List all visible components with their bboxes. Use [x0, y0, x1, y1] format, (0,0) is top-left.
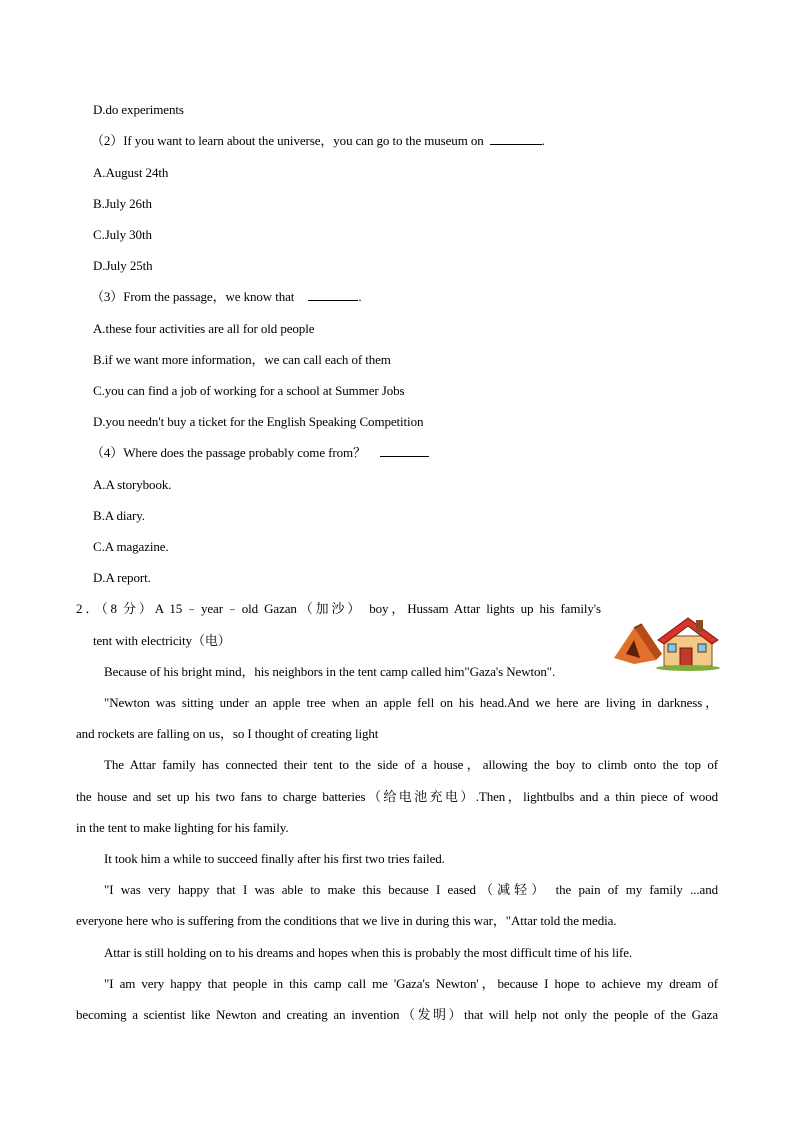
- tent-and-house-illustration: [612, 614, 720, 672]
- answer-blank: [308, 289, 358, 301]
- q2-para-7-line-1: "I am very happy that people in this camp call me 'Gaza's Newton'，because I hope to achieve my dream of: [104, 976, 718, 991]
- q2-para-4-line-1: It took him a while to succeed finally after his first two tries failed.: [104, 851, 445, 866]
- q1-sub4-option-a: A.A storybook.: [93, 477, 172, 492]
- q2-para-2-line-1: "Newton was sitting under an apple tree when an apple fell on his head.And we here are living in darkness，: [104, 695, 718, 710]
- q2-para-1-line-1: Because of his bright mind，his neighbors in the tent camp called him"Gaza's Newton".: [104, 664, 556, 679]
- answer-blank: [490, 133, 542, 145]
- q1-sub3-stem: [91, 288, 361, 306]
- q2-para-5-line-1: "I was very happy that I was able to make this because I eased（减轻） the pain of my family ...and: [104, 882, 718, 897]
- q1-sub3-stem-end: .: [358, 289, 362, 304]
- answer-blank: [380, 445, 429, 457]
- q2-para-6-line-1: Attar is still holding on to his dreams and hopes when this is probably the most difficult time of his life.: [104, 945, 633, 960]
- q1-sub2-option-c: C.July 30th: [93, 227, 152, 242]
- q2-para-3-line-2: the house and set up his two fans to charge batteries（给电池充电）.Then，lightbulbs and a thin piece of wood: [76, 789, 718, 804]
- q2-para-5-line-2: everyone here who is suffering from the conditions that we live in during this war，"Attar told the media.: [76, 913, 617, 928]
- q1-sub2-stem: [91, 132, 545, 150]
- q1-sub4-stem-text: （4）Where does the passage probably come from？: [91, 445, 366, 460]
- tent-icon: [614, 624, 662, 664]
- q2-para-3-line-1: The Attar family has connected their tent to the side of a house，allowing the boy to climb onto the top of: [104, 757, 718, 772]
- q2-title-line-1: 2．（8 分）A 15﹣year﹣old Gazan（加沙） boy，Hussam Attar lights up his family's: [76, 601, 601, 616]
- q1-sub2-option-d: D.July 25th: [93, 258, 153, 273]
- q1-sub4-option-c: C.A magazine.: [93, 539, 169, 554]
- q2-para-3-line-3: in the tent to make lighting for his family.: [76, 820, 289, 835]
- q2-para-7-line-2: becoming a scientist like Newton and creating an invention（发明）that will help not only the people of the Gaza: [76, 1007, 718, 1022]
- q1-sub3-option-b: B.if we want more information，we can call each of them: [93, 352, 391, 367]
- q2-title-line-2: tent with electricity（电）: [93, 633, 231, 648]
- q1-sub3-option-d: D.you needn't buy a ticket for the English Speaking Competition: [93, 414, 424, 429]
- q1-sub2-option-b: B.July 26th: [93, 196, 152, 211]
- q1-option-d: D.do experiments: [93, 102, 184, 117]
- q1-sub4-stem: [91, 444, 429, 462]
- q1-sub4-option-b: B.A diary.: [93, 508, 145, 523]
- house-icon: [656, 618, 720, 671]
- q2-para-2-line-2: and rockets are falling on us，so I thought of creating light: [76, 726, 379, 741]
- q1-sub3-option-a: A.these four activities are all for old people: [93, 321, 315, 336]
- q1-sub2-stem-text: （2）If you want to learn about the universe，you can go to the museum on: [91, 133, 484, 148]
- q1-sub2-stem-end: .: [541, 133, 545, 148]
- q1-sub3-stem-text: （3）From the passage，we know that: [91, 289, 295, 304]
- q1-sub2-option-a: A.August 24th: [93, 165, 169, 180]
- q1-sub4-option-d: D.A report.: [93, 570, 151, 585]
- q1-sub3-option-c: C.you can find a job of working for a school at Summer Jobs: [93, 383, 405, 398]
